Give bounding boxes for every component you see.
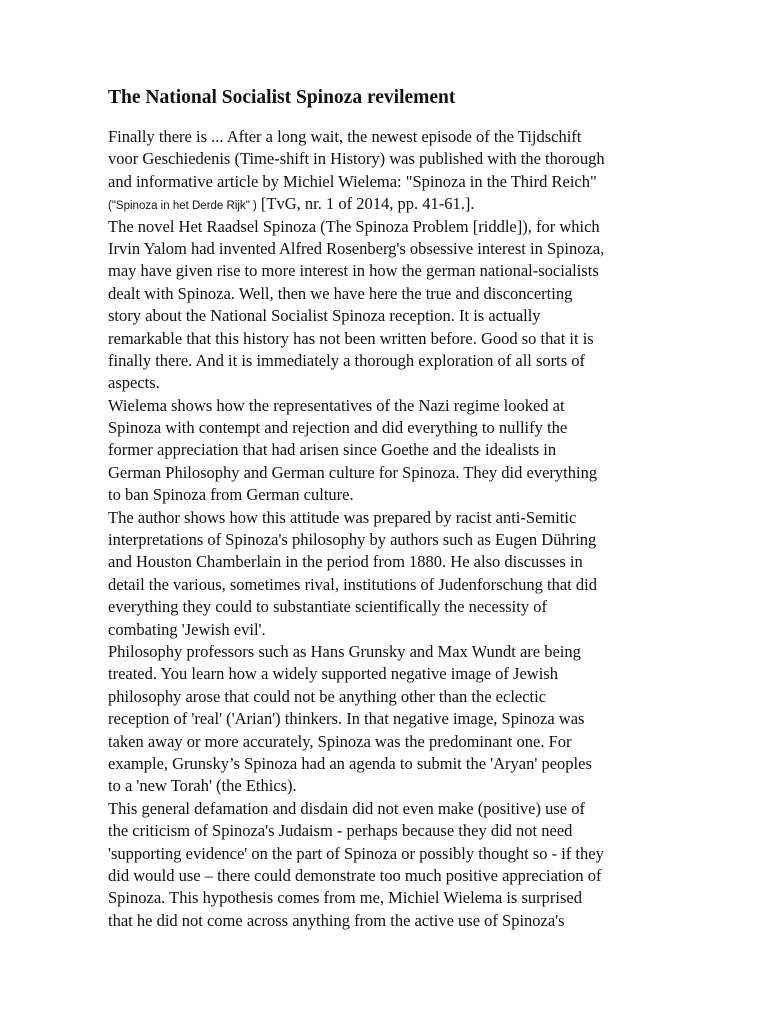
citation-open: (" [108,200,116,213]
body-line: may have given rise to more interest in how the german national-socialists [108,261,599,281]
document-title: The National Socialist Spinoza revilement [108,87,456,108]
body-line: taken away or more accurately, Spinoza was the predominant one. For [108,731,572,751]
body-line: Philosophy professors such as Hans Grunsky and Max Wundt are being [108,641,581,661]
body-line: philosophy arose that could not be anything other than the eclectic [108,686,547,706]
body-line: aspects. [108,373,160,393]
citation-close: " ) [245,200,257,213]
body-line: did would use – there could demonstrate too much positive appreciation of [108,865,602,885]
body-line: The author shows how this attitude was prepared by racist anti-Semitic [108,507,577,527]
body-line: The novel Het Raadsel Spinoza (The Spinoza Problem [riddle]), for which [108,216,600,236]
body-line: This general defamation and disdain did not even make (positive) use of [108,798,585,818]
body-line: German Philosophy and German culture for Spinoza. They did everything [108,462,598,482]
body-line: reception of 'real' ('Arian') thinkers. In that negative image, Spinoza was [108,709,585,729]
document-page [108,84,668,932]
body-line: remarkable that this history has not been written before. Good so that it is [108,328,594,348]
citation-reference: [TvG, nr. 1 of 2014, pp. 41-61.]. [256,194,475,214]
body-line: combating 'Jewish evil'. [108,619,266,639]
body-line: to a 'new Torah' (the Ethics). [108,776,297,796]
body-line: Finally there is ... After a long wait, the newest episode of the Tijdschift [108,127,582,146]
body-line: example, Grunsky’s Spinoza had an agenda to submit the 'Aryan' peoples [108,753,592,773]
body-line: the criticism of Spinoza's Judaism - perhaps because they did not need [108,821,573,841]
body-line: and informative article by Michiel Wielema: "Spinoza in the Third Reich" [108,171,597,191]
body-line: 'supporting evidence' on the part of Spinoza or possibly thought so - if they [108,843,604,863]
body-line: voor Geschiedenis (Time-shift in History) was published with the thorough [108,149,605,169]
body-line: that he did not come across anything from the active use of Spinoza's [108,910,565,930]
body-line: former appreciation that had arisen since Goethe and the idealists in [108,440,557,460]
body-line: dealt with Spinoza. Well, then we have here the true and disconcerting [108,283,573,303]
citation-dutch-title: Spinoza in het Derde Rijk [115,200,246,213]
body-line: treated. You learn how a widely supported negative image of Jewish [108,664,558,684]
body-line: and Houston Chamberlain in the period from 1880. He also discusses in [108,552,583,572]
body-line [108,193,668,215]
body-line: detail the various, sometimes rival, institutions of Judenforschung that did [108,574,597,594]
body-line: everything they could to substantiate scientifically the necessity of [108,597,547,617]
body-line: Irvin Yalom had invented Alfred Rosenberg's obsessive interest in Spinoza, [108,238,605,258]
body-line: story about the National Socialist Spinoza reception. It is actually [108,306,541,326]
body-line: interpretations of Spinoza's philosophy by authors such as Eugen Dühring [108,530,597,550]
body-line: Spinoza. This hypothesis comes from me, Michiel Wielema is surprised [108,888,582,908]
body-line: finally there. And it is immediately a thorough exploration of all sorts of [108,350,586,370]
body-line: to ban Spinoza from German culture. [108,485,354,505]
body-line: Spinoza with contempt and rejection and did everything to nullify the [108,418,568,438]
document-body [108,126,668,932]
body-line: Wielema shows how the representatives of the Nazi regime looked at [108,395,565,415]
